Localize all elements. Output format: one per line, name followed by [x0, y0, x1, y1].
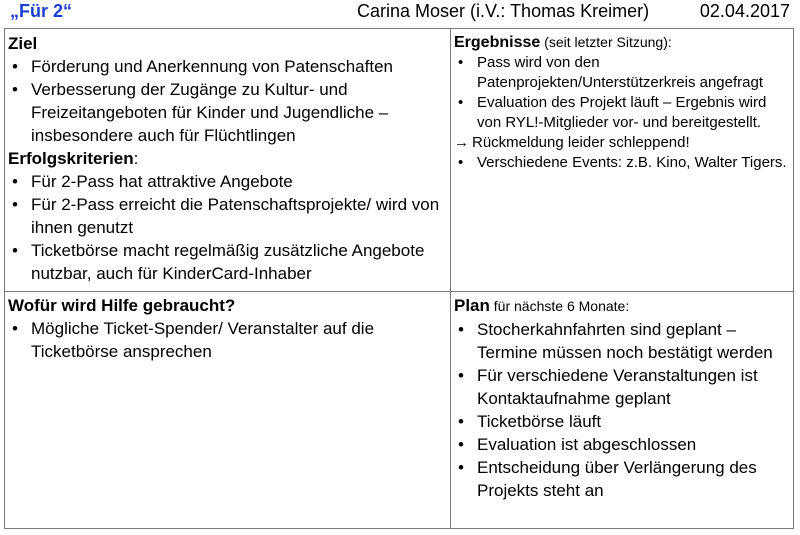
list-item: • Evaluation ist abgeschlossen: [458, 435, 697, 454]
document-date: 02.04.2017: [699, 1, 790, 21]
list-item: • Ticketbörse macht regelmäßig zusätzliche Angebote nutzbar, auch für KinderCard-Inhaber: [12, 241, 425, 283]
document-header: [0, 0, 800, 28]
hilfe-list: [8, 317, 450, 363]
ergebnisse-heading-line: Ergebnisse (seit letzter Sitzung):: [454, 34, 672, 51]
list-item: • Für verschiedene Veranstaltungen ist Kontaktaufnahme geplant: [458, 366, 758, 408]
ziel-list: [8, 55, 450, 147]
list-item: • Pass wird von den Patenprojekten/Unterstützerkreis angefragt: [458, 54, 763, 91]
list-item: • Für 2-Pass hat attraktive Angebote: [12, 172, 293, 191]
ziel-heading: Ziel: [8, 34, 38, 53]
arrow-note: → Rückmeldung leider schleppend!: [454, 134, 690, 151]
column-divider: [450, 29, 451, 528]
plan-heading-line: Plan für nächste 6 Monate:: [454, 296, 630, 315]
author-line: Carina Moser (i.V.: Thomas Kreimer): [357, 1, 650, 21]
status-table: [4, 28, 794, 529]
erfolgskriterien-list: [8, 170, 450, 285]
ergebnisse-list: [454, 53, 790, 173]
list-item: • Evaluation des Projekt läuft – Ergebnis wird von RYL!-Mitglieder vor- und bereitgestellt.: [458, 94, 767, 131]
list-item: • Ticketbörse läuft: [458, 412, 602, 431]
list-item: • Verbesserung der Zugänge zu Kultur- und Freizeitangeboten für Kinder und Jugendliche – insbesondere auch für Flüchtlingen: [12, 80, 389, 145]
list-item: • Verschiedene Events: z.B. Kino, Walter Tigers.: [458, 154, 787, 171]
erfolgskriterien-heading: Erfolgskriterien: [8, 149, 134, 168]
list-item: • Entscheidung über Verlängerung des Projekts steht an: [458, 458, 757, 500]
list-item: • Förderung und Anerkennung von Patenschaften: [12, 57, 393, 76]
arrow-right-icon: →: [454, 134, 469, 151]
help-cell: [8, 294, 450, 363]
list-item: • Mögliche Ticket-Spender/ Veranstalter auf die Ticketbörse ansprechen: [12, 319, 375, 361]
ergebnisse-heading: Ergebnisse: [454, 34, 541, 51]
goals-cell: [8, 32, 450, 285]
erfolgskriterien-heading-line: Erfolgskriterien:: [8, 149, 139, 168]
plan-list: [454, 318, 790, 502]
results-cell: [454, 32, 790, 173]
document-title: „Für 2“: [10, 1, 73, 21]
plan-cell: [454, 294, 790, 502]
list-item: • Stocherkahnfahrten sind geplant – Termine müssen noch bestätigt werden: [458, 320, 773, 362]
hilfe-heading: Wofür wird Hilfe gebraucht?: [8, 296, 236, 315]
plan-heading: Plan: [454, 296, 490, 315]
row-divider: [5, 291, 793, 292]
list-item: • Für 2-Pass erreicht die Patenschaftsprojekte/ wird von ihnen genutzt: [12, 195, 440, 237]
